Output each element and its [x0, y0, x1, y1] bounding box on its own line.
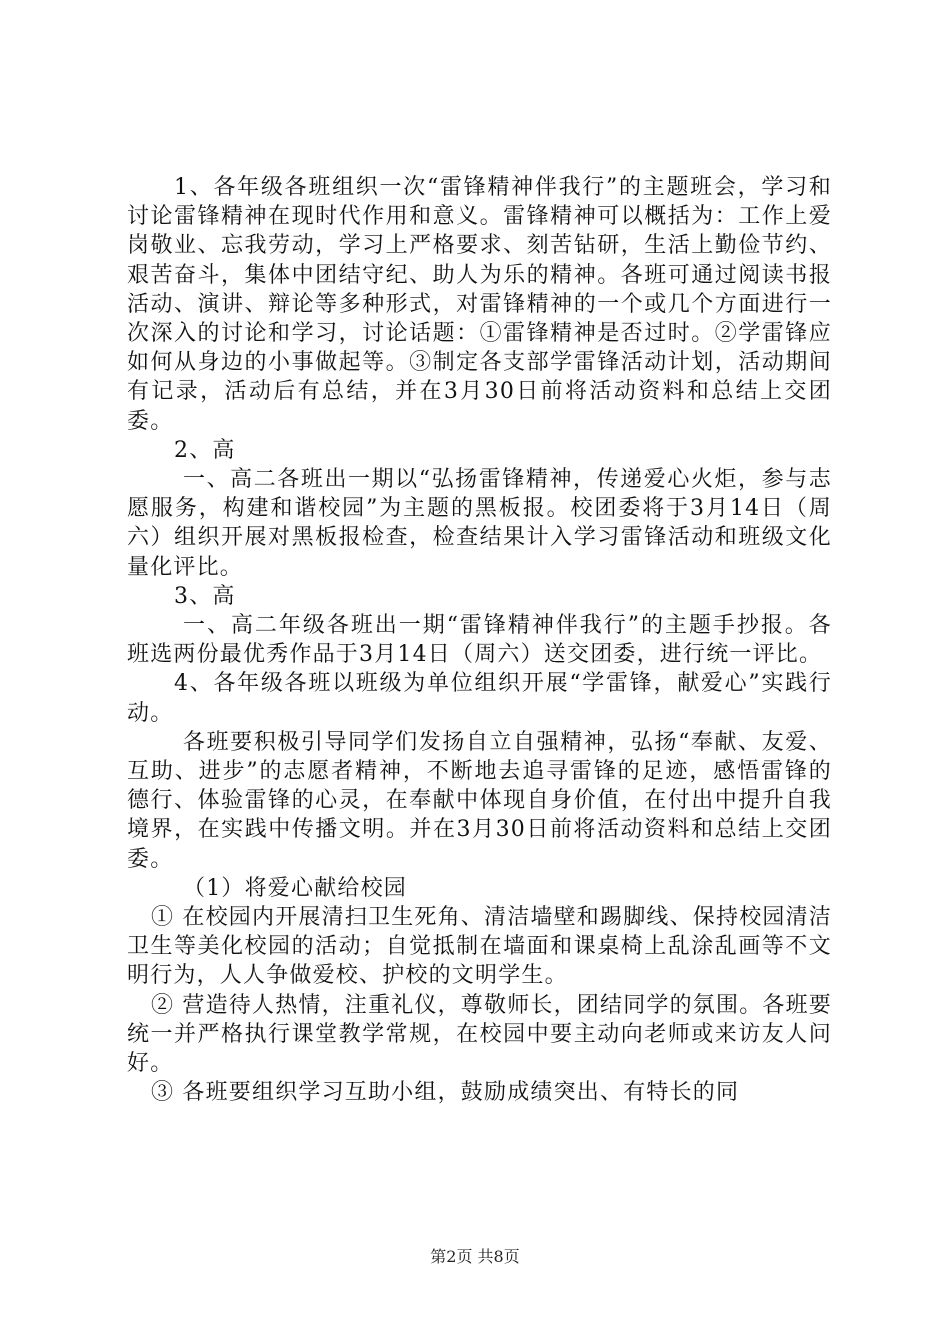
- paragraph-item-1: 1、各年级各班组织一次“雷锋精神伴我行”的主题班会，学习和讨论雷锋精神在现时代作用和意义。雷锋精神可以概括为：工作上爱岗敬业、忘我劳动，学习上严格要求、刻苦钻研，生活上勤俭节约、艰苦奋斗，集体中团结守纪、助人为乐的精神。各班可通过阅读书报活动、演讲、辩论等多种形式，对雷锋精神的一个或几个方面进行一次深入的讨论和学习，讨论话题：①雷锋精神是否过时。②学雷锋应如何从身边的小事做起等。③制定各支部学雷锋活动计划，活动期间有记录，活动后有总结，并在3月30日前将活动资料和总结上交团委。: [127, 175, 832, 434]
- paragraph-item-4: 4、各年级各班以班级为单位组织开展“学雷锋，献爱心”实践行动。: [127, 671, 832, 726]
- paragraph-circled-1: ① 在校园内开展清扫卫生死角、清洁墙壁和踢脚线、保持校园清洁卫生等美化校园的活动；自觉抵制在墙面和课桌椅上乱涂乱画等不文明行为，人人争做爱校、护校的文明学生。: [127, 905, 832, 989]
- page-number-footer: 第2页 共8页: [430, 1247, 520, 1266]
- subheading-campus-love: （1）将爱心献给校园: [183, 875, 407, 901]
- paragraph-handwritten-newspaper: 一、高二年级各班出一期“雷锋精神伴我行”的主题手抄报。各班选两份最优秀作品于3月14日（周六）送交团委，进行统一评比。: [127, 613, 832, 668]
- paragraph-item-3-heading: 3、高: [174, 583, 236, 609]
- paragraph-item-2-heading: 2、高: [174, 437, 236, 463]
- paragraph-blackboard: 一、高二各班出一期以“弘扬雷锋精神，传递爱心火炬，参与志愿服务，构建和谐校园”为主题的黑板报。校团委将于3月14日（周六）组织开展对黑板报检查，检查结果计入学习雷锋活动和班级文化量化评比。: [127, 467, 832, 580]
- paragraph-volunteer-spirit: 各班要积极引导同学们发扬自立自强精神，弘扬“奉献、友爱、互助、进步”的志愿者精神，不断地去追寻雷锋的足迹，感悟雷锋的德行、体验雷锋的心灵，在奉献中体现自身价值，在付出中提升自我境界，在实践中传播文明。并在3月30日前将活动资料和总结上交团委。: [127, 729, 832, 872]
- paragraph-circled-3: ③ 各班要组织学习互助小组，鼓励成绩突出、有特长的同: [151, 1080, 740, 1106]
- paragraph-circled-2: ② 营造待人热情，注重礼仪，尊敬师长，团结同学的氛围。各班要统一并严格执行课堂教学常规，在校园中要主动向老师或来访友人问好。: [127, 992, 832, 1077]
- document-body: [127, 173, 832, 1108]
